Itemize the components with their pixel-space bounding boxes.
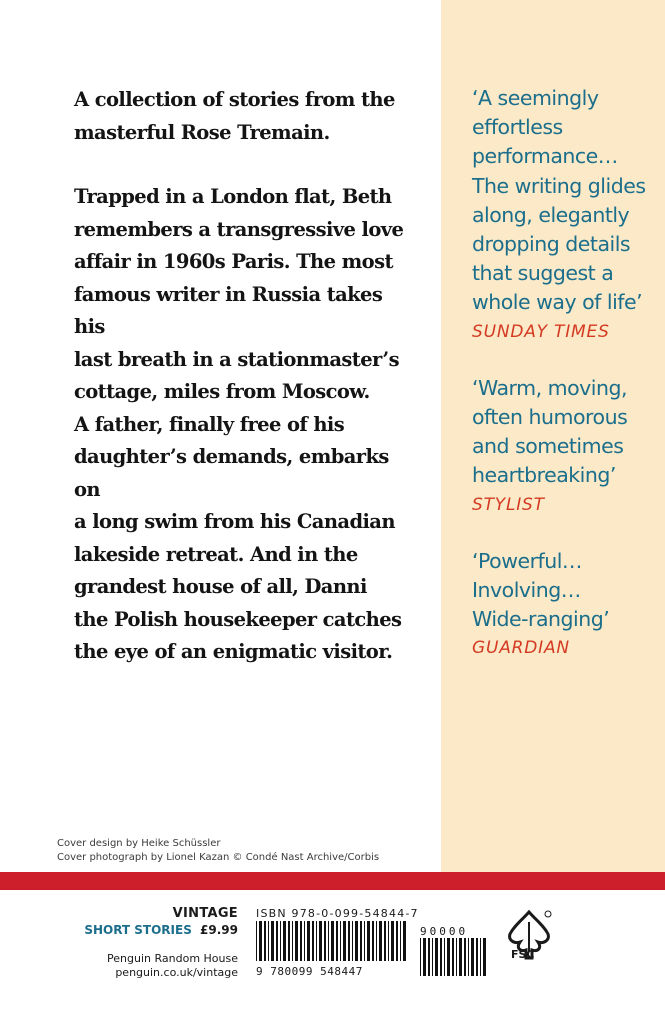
- review-quote-sunday-times: [472, 84, 660, 347]
- series-row: [84, 922, 238, 938]
- quote-line: dropping details: [472, 232, 631, 257]
- barcode-bar: [367, 921, 370, 961]
- blurb-line: affair in 1960s Paris. The most: [74, 250, 393, 273]
- fsc-label: FSC: [511, 948, 535, 961]
- barcode-bar: [420, 938, 421, 976]
- blurb-line: a long swim from his Canadian: [74, 510, 395, 533]
- barcode-bar: [459, 938, 462, 976]
- quote-source: STYLIST: [472, 494, 545, 515]
- barcode-bar: [435, 938, 438, 976]
- barcode-bar: [348, 921, 350, 961]
- blurb-line: grandest house of all, Danni: [74, 575, 367, 598]
- barcode-bar: [343, 921, 346, 961]
- blurb-line: A father, finally free of his: [74, 412, 345, 436]
- barcode-bar: [264, 921, 266, 961]
- barcode-bar: [355, 921, 358, 961]
- imprint-name: VINTAGE: [172, 906, 238, 921]
- cover-photo-credit: Cover photograph by Lionel Kazan © Condé Nast Archive/Corbis: [57, 852, 380, 863]
- barcode-icon: [256, 921, 408, 971]
- quote-line: Wide-ranging’: [472, 607, 610, 632]
- publisher-info: [84, 906, 238, 980]
- barcode-bar: [295, 921, 298, 961]
- quote-line: ‘Warm, moving,: [472, 375, 627, 400]
- quote-line: whole way of life’: [472, 290, 643, 315]
- quote-line: performance…: [472, 144, 618, 169]
- barcode-bar: [340, 921, 341, 961]
- blurb-line: the eye of an enigmatic visitor.: [74, 640, 393, 663]
- quote-line: heartbreaking’: [472, 463, 616, 488]
- barcode-bar: [300, 921, 302, 961]
- publisher-house: Penguin Random House: [107, 952, 238, 965]
- barcode-bar: [376, 921, 377, 961]
- barcode-bar: [468, 938, 469, 976]
- barcode-bar: [444, 938, 445, 976]
- barcode-bar: [256, 921, 257, 961]
- barcode-bar: [276, 921, 278, 961]
- blurb-line: cottage, miles from Moscow.: [74, 380, 370, 403]
- barcode-bar: [480, 938, 481, 976]
- barcode-bar: [288, 921, 290, 961]
- addon-digits: 90000: [420, 925, 469, 938]
- quote-line: ‘A seemingly: [472, 86, 599, 110]
- publisher-website: penguin.co.uk/vintage: [115, 966, 238, 979]
- review-quote-stylist: [472, 374, 660, 520]
- barcode-bar: [452, 938, 454, 976]
- barcode-bar: [360, 921, 362, 961]
- blurb-line: famous writer in Russia takes his: [74, 282, 383, 338]
- barcode-bar: [428, 938, 430, 976]
- cover-credits: [57, 837, 379, 865]
- barcode-bar: [423, 938, 426, 976]
- barcode-bar: [440, 938, 442, 976]
- barcode-bar: [259, 921, 262, 961]
- blurb-line: last breath in a stationmaster’s: [74, 347, 399, 371]
- addon-barcode-icon: [420, 938, 486, 976]
- blurb-line: the Polish housekeeper catches: [74, 607, 402, 631]
- review-quotes: [472, 84, 660, 691]
- barcode-bar: [372, 921, 374, 961]
- blurb-text: [74, 84, 419, 669]
- barcode-bar: [292, 921, 293, 961]
- barcode-bar: [432, 938, 433, 976]
- barcode-bar: [391, 921, 394, 961]
- barcode-bar: [364, 921, 365, 961]
- barcode-bar: [352, 921, 353, 961]
- quote-line: The writing glides: [472, 173, 646, 198]
- quote-line: Involving…: [472, 578, 581, 603]
- isbn-label: ISBN 978-0-099-54844-7: [256, 907, 419, 920]
- barcode-bar: [379, 921, 382, 961]
- blurb-body: [74, 181, 419, 669]
- barcode-bar: [268, 921, 269, 961]
- barcode-bar: [464, 938, 466, 976]
- barcode-digits: 9 780099 548447: [256, 965, 363, 978]
- barcode-bar: [283, 921, 286, 961]
- quote-source: GUARDIAN: [472, 638, 570, 659]
- quote-line: effortless: [472, 115, 563, 140]
- blurb-line: remembers a transgressive love: [74, 217, 404, 241]
- series-name: SHORT STORIES: [84, 923, 192, 937]
- barcode-bar: [483, 938, 486, 976]
- barcode-bar: [304, 921, 305, 961]
- barcode-bar: [396, 921, 398, 961]
- barcode-bar: [403, 921, 406, 961]
- red-band: [0, 872, 665, 890]
- barcode-bar: [307, 921, 310, 961]
- quote-line: ‘Powerful…: [472, 548, 582, 573]
- barcode-bar: [471, 938, 474, 976]
- barcode-bar: [271, 921, 274, 961]
- barcode-bar: [328, 921, 329, 961]
- barcode-bar: [400, 921, 401, 961]
- barcode-bar: [388, 921, 389, 961]
- barcode-bar: [319, 921, 322, 961]
- blurb-line: Trapped in a London flat, Beth: [74, 185, 392, 208]
- blurb-line: lakeside retreat. And in the: [74, 542, 358, 566]
- quote-line: along, elegantly: [472, 202, 630, 227]
- barcode-bar: [384, 921, 386, 961]
- barcode-bar: [280, 921, 281, 961]
- barcode-bar: [312, 921, 314, 961]
- barcode-bar: [331, 921, 334, 961]
- quote-line: that suggest a: [472, 261, 614, 286]
- quote-line: often humorous: [472, 405, 628, 430]
- barcode-bar: [447, 938, 450, 976]
- price: £9.99: [200, 923, 238, 937]
- blurb-line: daughter’s demands, embarks on: [74, 445, 389, 501]
- review-quote-guardian: [472, 547, 660, 664]
- quote-source: SUNDAY TIMES: [472, 321, 610, 342]
- barcode-bar: [336, 921, 338, 961]
- blurb-lead: A collection of stories from the masterful Rose Tremain.: [74, 88, 395, 144]
- quote-line: and sometimes: [472, 434, 624, 459]
- barcode-bar: [456, 938, 457, 976]
- cover-design-credit: Cover design by Heike Schüssler: [57, 838, 221, 849]
- barcode-bar: [316, 921, 317, 961]
- barcode-bar: [476, 938, 478, 976]
- barcode-bar: [324, 921, 326, 961]
